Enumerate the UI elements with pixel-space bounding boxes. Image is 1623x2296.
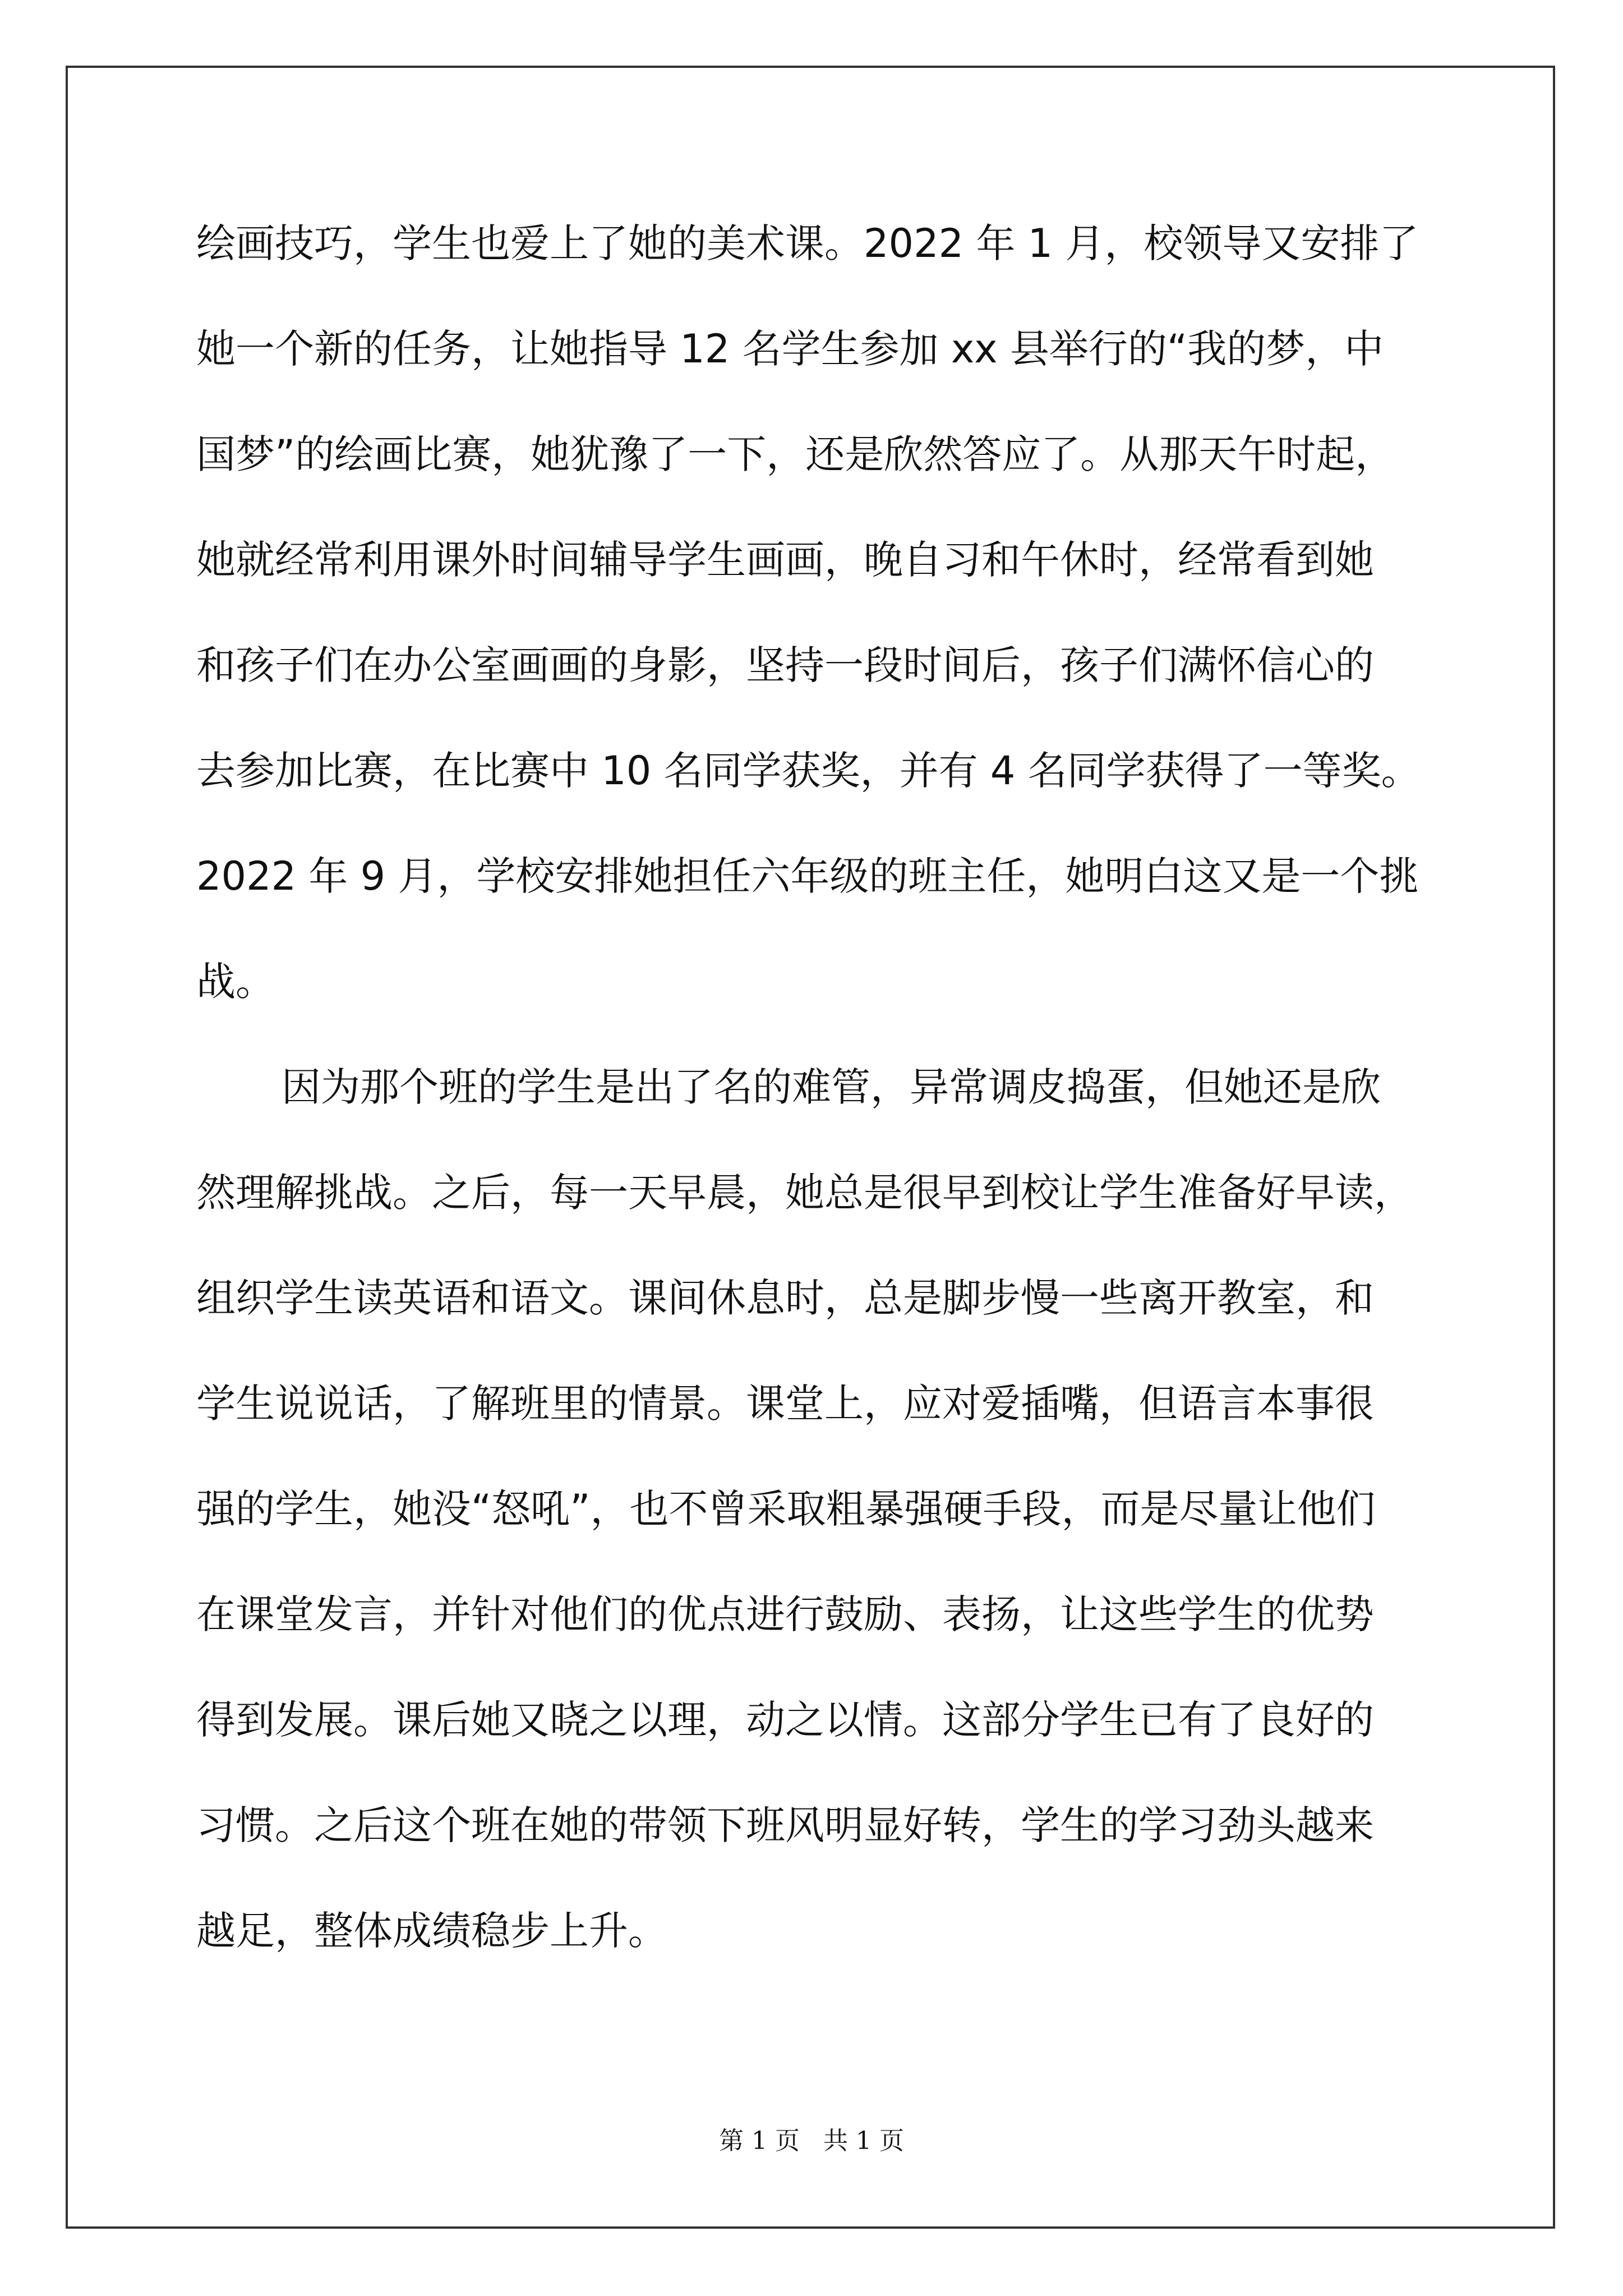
text-line: 组织学生读英语和语文。课间休息时，总是脚步慢一些离开教室，和 [196,1275,1374,1321]
text-line: 习惯。之后这个班在她的带领下班风明显好转，学生的学习劲头越来 [196,1802,1374,1848]
text-line: 强的学生，她没“怒吼”，也不曾采取粗暴强硬手段，而是尽量让他们 [196,1486,1376,1532]
text-line: 战。 [196,959,275,1005]
paragraph-start-line: 因为那个班的学生是出了名的难管，异常调皮捣蛋，但她还是欣 [282,1064,1381,1110]
text-line: 越足，整体成绩稳步上升。 [196,1908,667,1954]
text-line: 她一个新的任务，让她指导 12 名学生参加 xx 县举行的“我的梦，中 [196,326,1384,372]
page-footer: 第 1 页 共 1 页 [719,2127,904,2155]
text-line: 去参加比赛，在比赛中 10 名同学获奖，并有 4 名同学获得了一等奖。 [196,748,1421,794]
document-body [196,218,1464,2010]
text-line: 在课堂发言，并针对他们的优点进行鼓励、表扬，让这些学生的优势 [196,1591,1374,1637]
text-line: 得到发展。课后她又晓之以理，动之以情。这部分学生已有了良好的 [196,1697,1374,1743]
text-line: 她就经常利用课外时间辅导学生画画，晚自习和午休时，经常看到她 [196,537,1374,583]
text-line: 2022 年 9 月，学校安排她担任六年级的班主任，她明白这又是一个挑 [196,853,1419,899]
text-line: 绘画技巧，学生也爱上了她的美术课。2022 年 1 月，校领导又安排了 [196,220,1419,266]
text-line: 和孩子们在办公室画画的身影，坚持一段时间后，孩子们满怀信心的 [196,642,1374,688]
text-line: 国梦”的绘画比赛，她犹豫了一下，还是欣然答应了。从那天午时起， [196,431,1395,477]
text-line: 学生说说话，了解班里的情景。课堂上，应对爱插嘴，但语言本事很 [196,1381,1374,1427]
text-line: 然理解挑战。之后，每一天早晨，她总是很早到校让学生准备好早读， [196,1170,1413,1216]
